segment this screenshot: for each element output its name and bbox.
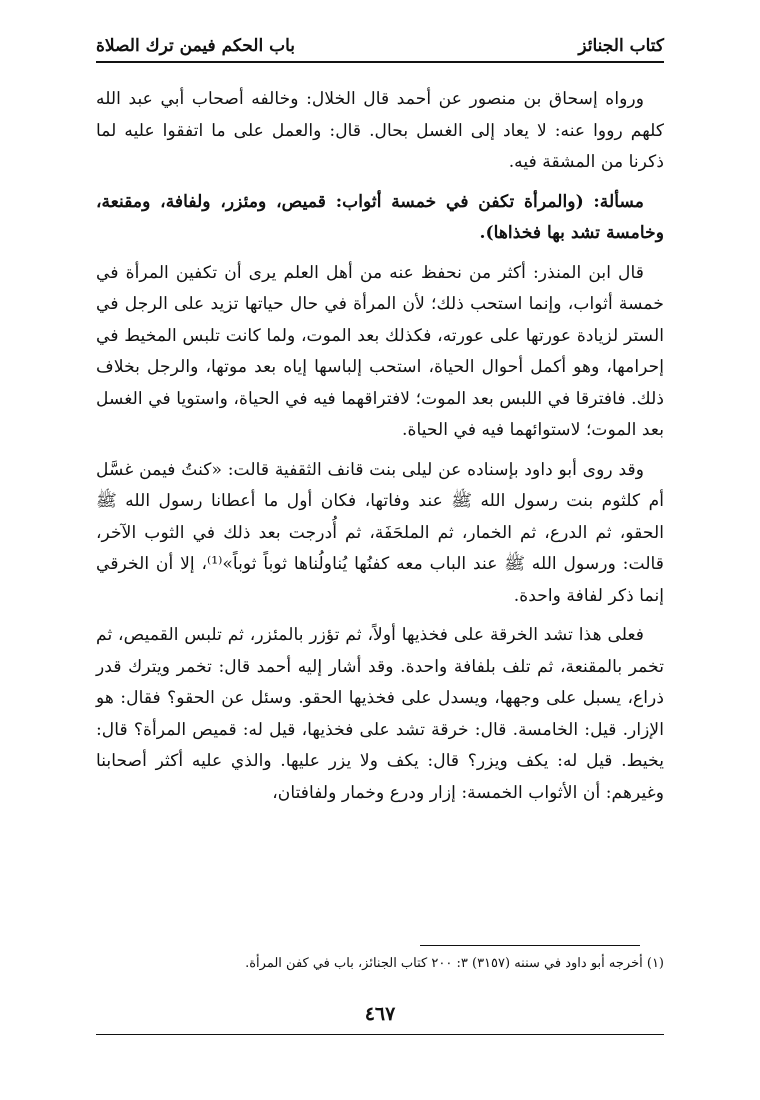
paragraph-3: قال ابن المنذر: أكثر من نحفظ عنه من أهل العلم يرى أن تكفين المرأة في خمسة أثواب، وإنما استحب ذلك؛ لأن المرأة في حال حياتها تزيد على الرجل في الستر لزيادة عورتها على عورته، فكذلك بعد الموت، ولما كانت تلبس المخيط في إحرامها، وهو أكمل أحوال الحياة، استحب إلباسها إياه بعد موتها، والرجل بخلاف ذلك. فافترقا في اللبس بعد الموت؛ لافتراقهما فيه في الحياة، واستويا في الغسل بعد الموت؛ لاستوائهما فيه في الحياة. [96, 262, 664, 440]
page-number: ٤٦٧ [364, 1003, 396, 1025]
bottom-divider [96, 1034, 664, 1035]
paragraph-4: وقد روى أبو داود بإسناده عن ليلى بنت قانف الثقفية قالت: «كنتُ فيمن غسَّل أم كلثوم بنت رسول الله ﷺ عند وفاتها، فكان أول ما أعطانا رسول الله ﷺ الحقو، ثم الدرع، ثم الخمار، ثم الملحَفَة، ثم أُدرجت بعد ذلك في الثوب الآخر، قالت: ورسول الله ﷺ عند الباب معه كفنُها يُناولُناها ثوباً ثوباً»⁽¹⁾، إلا أن الخرقي إنما ذكر لفافة واحدة. [96, 459, 665, 606]
running-header [96, 26, 664, 56]
masala-heading: مسألة: (والمرأة تكفن في خمسة أثواب: قميص، ومئزر، ولفافة، ومقنعة، وخامسة تشد بها فخذاها). [96, 191, 664, 243]
paragraph-1: ورواه إسحاق بن منصور عن أحمد قال الخلال: وخالفه أصحاب أبي عبد الله كلهم رووا عنه: لا يعاد إلى الغسل بحال. قال: والعمل على ما اتفقوا عليه لما ذكرنا من المشقة فيه. [96, 89, 664, 172]
footnote-divider [420, 945, 640, 946]
header-chapter-title: باب الحكم فيمن ترك الصلاة [96, 36, 296, 56]
header-book-title: كتاب الجنائز [578, 36, 664, 56]
footnote: (١) أخرجه أبو داود في سننه (٣١٥٧) ٣: ٢٠٠ كتاب الجنائز، باب في كفن المرأة. [245, 956, 664, 971]
paragraph-5: فعلى هذا تشد الخرقة على فخذيها أولاً، ثم تؤزر بالمئزر، ثم تلبس القميص، ثم تخمر بالمقنعة، ثم تلف بلفافة واحدة. وقد أشار إليه أحمد قال: تخمر ويترك قدر ذراع، يسبل على وجهها، ويسدل على فخذيها الحقو. وسئل عن الحقو؟ فقال: هو الإزار. قيل: الخامسة. قال: خرقة تشد على فخذيها، قيل له: قميص المرأة؟ قال: يخيط. قيل له: يكف ويزر؟ قال: يكف ولا يزر عليها. والذي عليه أكثر أصحابنا وغيرهم: أن الأثواب الخمسة: إزار ودرع وخمار ولفافتان، [96, 625, 664, 803]
main-text [96, 84, 664, 817]
header-divider [96, 61, 664, 63]
